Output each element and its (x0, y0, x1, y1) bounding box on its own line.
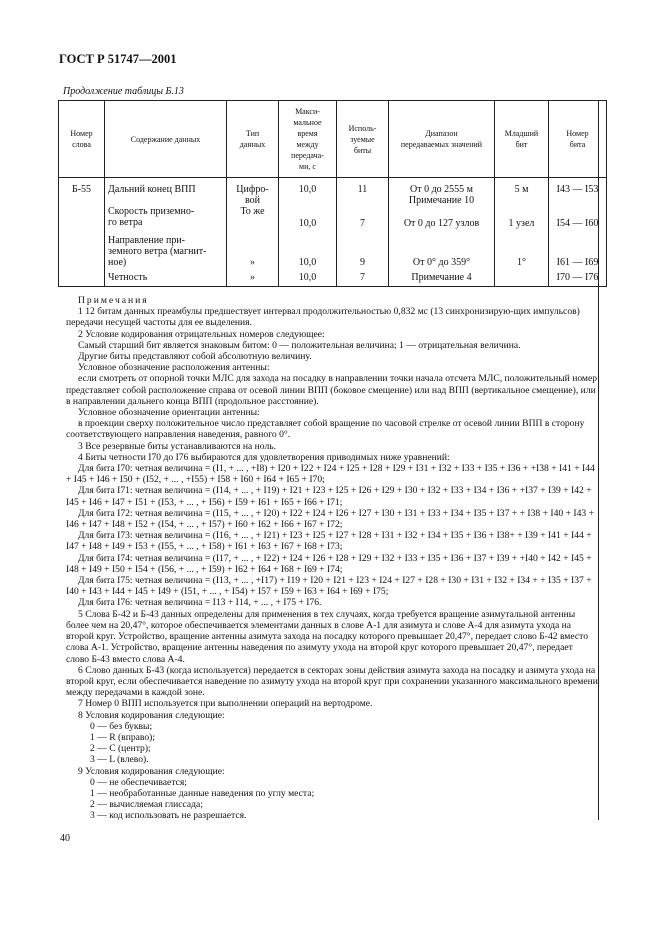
cell-type: » (227, 229, 279, 268)
table-row (59, 206, 607, 229)
parity-equation: Для бита I71: четная величина = (I14, + ... , + I19) + I21 + I23 + I25 + I26 + I29 + I30 + I32 + I33 + I34 + I36 + +I37 + I39 + I42 + I45 + I46 + I47 + I51 + (I53, + ... , + I56) + I59 + I61 + I65 + I66 + I71; (66, 485, 592, 508)
page-header: ГОСТ Р 51747—2001 (59, 52, 177, 66)
cell-range: От 0 до 2555 м Примечание 10 (389, 178, 495, 207)
cell-content: Четность (105, 268, 227, 287)
right-border-line (598, 100, 599, 820)
note-paragraph: 5 Слова Б-42 и Б-43 данных определены для применения в тех случаях, когда требуется вращение азимутальной антенны более чем на 20,47°, которое обеспечивается элементами данных в слове А-1 для азимута и слове А-4 для азимута ухода на второй круг. Устройство, вращение антенны азимута захода на посадку которого превышает 20,47°, передает слово Б-42 вместо слова А-1. Устройство, вращение антенны наведения по азимуту ухода на второй круг которого превышает 20,47°, передает слово Б-43 вместо слова А-4. (66, 608, 588, 665)
cell-range: От 0° до 359° (389, 229, 495, 268)
code-list-item: 0 — без буквы; (90, 720, 153, 732)
note-paragraph: 4 Биты четности I70 до I76 выбираются для удовлетворения приводимых ниже уравнений: (78, 451, 450, 463)
cell-bits: 11 (337, 178, 389, 207)
col-header-content: Содержание данных (105, 101, 227, 178)
note-paragraph: 1 12 битам данных преамбулы предшествует интервал продолжительностью 0,832 мс (13 синхронизирую-щих импульсов) передачи несущей частоты для ее выделения. (66, 306, 580, 329)
note-paragraph: 3 Все резервные биты устанавливаются на ноль. (78, 440, 277, 452)
cell-range: От 0 до 127 узлов (389, 206, 495, 229)
cell-time: 10,0 (279, 229, 337, 268)
col-header-bits: Исполь- зуемые биты (337, 101, 389, 178)
cell-word (59, 268, 105, 287)
col-header-bitno: Номер бита (549, 101, 607, 178)
cell-bits: 9 (337, 229, 389, 268)
parity-equation: Для бита I70: четная величина = (I1, + ... , +I8) + I20 + I22 + I24 + I25 + I28 + I29 + I31 + I32 + I33 + I35 + I36 + +I38 + I41 + I44 + I45 + I46 + I50 + (I52, + ... , +I55) + I58 + I60 + I64 + I65 + I70; (66, 463, 595, 486)
notes-block (66, 295, 598, 822)
note-paragraph: 7 Номер 0 ВПП используется при выполнении операций на вертодроме. (78, 698, 373, 710)
col-header-range: Диапазон передаваемых значений (389, 101, 495, 178)
code-list-item: 0 — не обеспечивается; (90, 776, 187, 788)
cell-lsb: 1 узел (495, 206, 549, 229)
table-continuation-caption: Продолжение таблицы Б.13 (63, 86, 184, 97)
col-header-lsb: Младший бит (495, 101, 549, 178)
col-header-word: Номер слова (59, 101, 105, 178)
col-header-type: Тип данных (227, 101, 279, 178)
cell-bitno: I54 — I60 (549, 206, 607, 229)
cell-type: То же (227, 206, 279, 229)
cell-range: Примечание 4 (389, 268, 495, 287)
parity-equation: Для бита I76: четная величина = I13 + I14, + ... , + I75 + I76. (78, 597, 322, 609)
parity-equation: Для бита I72: четная величина = (I15, + ... , + I20) + I22 + I24 + I26 + I27 + I30 + I31 + I33 + I34 + I35 + I37 + + I38 + I40 + I43 + I46 + I47 + I48 + I52 + (I54, + ... , + I57) + I60 + I62 + I66 + I67 + I72; (66, 507, 595, 531)
note-paragraph: Условное обозначение ориентации антенны: (78, 407, 260, 419)
code-list-item: 3 — код использовать не разрешается. (90, 810, 247, 822)
cell-word (59, 229, 105, 268)
code-list-item: 1 — необработанные данные наведения по углу места; (90, 787, 315, 799)
cell-type: » (227, 268, 279, 287)
table-row (59, 268, 607, 287)
cell-bitno: I43 — I53 (549, 178, 607, 207)
code-list-item: 1 — R (вправо); (90, 731, 156, 743)
cell-lsb (495, 268, 549, 287)
code-list-item: 2 — вычисляемая глиссада; (90, 799, 203, 811)
note-paragraph: если смотреть от опорной точки МЛС для захода на посадку в направлении точки начала отсчета МЛС, положительный номер представляет собой расположение справа от осевой линии ВПП (боковое смещение) или над ВПП (вертикальное смещение), или в направлении дальнего конца ВПП (продольное расстояние). (66, 373, 598, 407)
cell-bits: 7 (337, 268, 389, 287)
page-number: 40 (60, 833, 70, 844)
note-paragraph: 6 Слово данных Б-43 (когда используется) передается в секторах зоны действия азимута захода на посадку и азимута ухода на второй круг, если обеспечивается наведение по азимуту ухода на второй круг при сохранении указанного максимального времени между передачами в каждой зоне. (66, 664, 598, 699)
note-paragraph: 8 Условия кодирования следующие: (78, 709, 225, 721)
parity-equation: Для бита I73: четная величина = (I16, + ... , + I21) + I23 + I25 + I27 + I28 + I31 + I32 + I34 + I35 + I36 + I38+ + I39 + I41 + I44 + I47 + I48 + I49 + I53 + (I55, + ... , + I58) + I61 + I63 + I67 + I68 + I73; (66, 530, 592, 553)
data-table (58, 100, 607, 287)
cell-lsb: 1° (495, 229, 549, 268)
code-list-item: 3 — L (влево). (90, 754, 149, 766)
cell-content: Скорость приземно- го ветра (105, 206, 227, 229)
cell-content: Дальний конец ВПП (105, 178, 227, 207)
col-header-time: Макси- мальное время между передача- ми, с (279, 101, 337, 178)
cell-bits: 7 (337, 206, 389, 229)
table-row (59, 178, 607, 207)
note-paragraph: в проекции сверху положительное число представляет собой вращение по часовой стрелке от осевой линии ВПП в сторону соответствующего направления наведения, равного 0°. (66, 418, 585, 441)
cell-lsb: 5 м (495, 178, 549, 207)
cell-word: Б-55 (59, 178, 105, 207)
cell-type: Цифро- вой (227, 178, 279, 207)
parity-equation: Для бита I74: четная величина = (I17, + ... , + I22) + I24 + I26 + I28 + I29 + I32 + I33 + I35 + I36 + I37 + I39 + +I40 + I42 + I45 + I48 + I49 + I50 + I54 + (I56, + ... , + I59) + I62 + I64 + I68 + I69 + I74; (66, 552, 592, 575)
cell-time: 10,0 (279, 178, 337, 207)
cell-time: 10,0 (279, 268, 337, 287)
cell-bitno: I70 — I76 (549, 268, 607, 287)
cell-content: Направление при- земного ветра (магнит- ное) (105, 229, 227, 268)
cell-bitno: I61 — I69 (549, 229, 607, 268)
parity-equation: Для бита I75: четная величина = (I13, + ... , +I17) + I19 + I20 + I21 + I23 + I24 + I27 + I28 + I30 + I31 + I32 + I34 + + I35 + I37 + I40 + I43 + I44 + I45 + I49 + (I51, + ... , + I54) + I57 + I59 + I63 + I64 + I69 + I75; (66, 575, 592, 598)
table-row (59, 229, 607, 268)
cell-time: 10,0 (279, 206, 337, 229)
note-paragraph: Самый старший бит является знаковым битом: 0 — положительная величина; 1 — отрицательная величина. (78, 339, 521, 351)
note-paragraph: Другие биты представляют собой абсолютную величину. (78, 351, 312, 363)
table-header-row (59, 101, 607, 178)
code-list-item: 2 — С (центр); (90, 743, 151, 755)
note-paragraph: 2 Условие кодирования отрицательных номеров следующее: (78, 328, 325, 340)
note-paragraph: 9 Условия кодирования следующие: (78, 765, 225, 777)
note-paragraph: Условное обозначение расположения антенны: (78, 362, 270, 374)
cell-word (59, 206, 105, 229)
notes-title: Примечания (78, 295, 149, 306)
